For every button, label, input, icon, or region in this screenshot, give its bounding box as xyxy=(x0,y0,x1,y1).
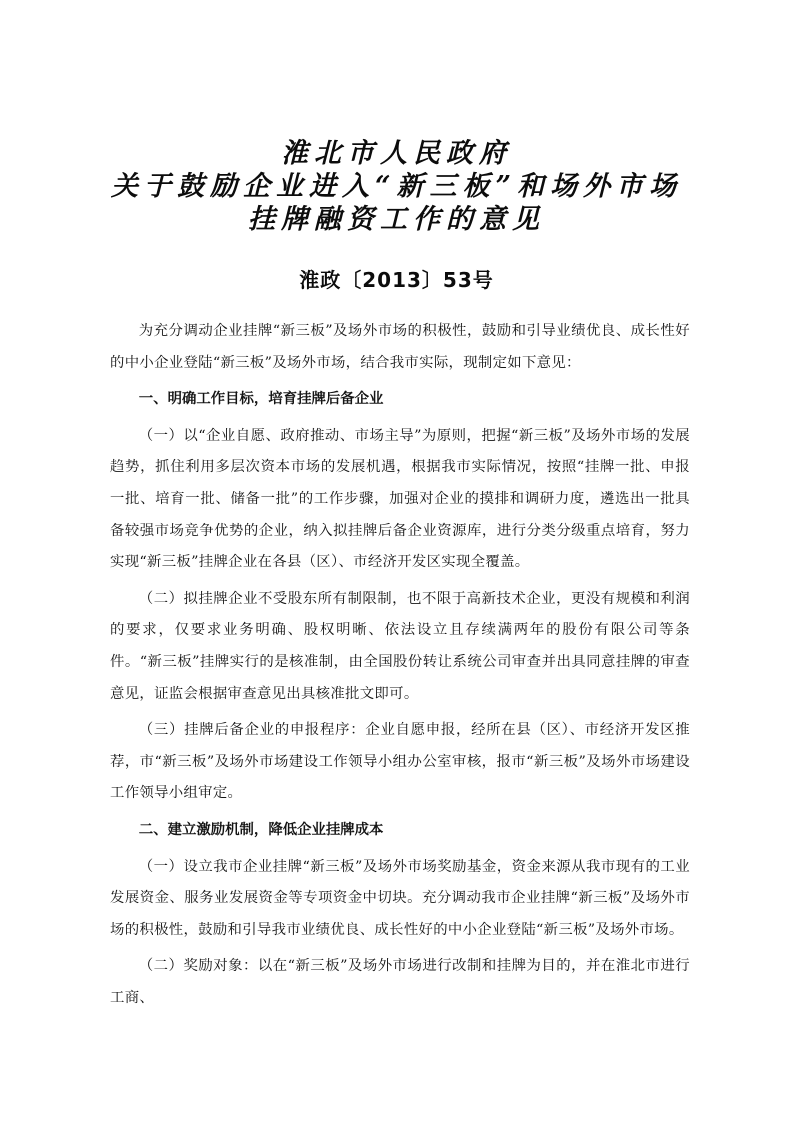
document-title xyxy=(0,137,793,236)
section1-paragraph-1: （一）以“企业自愿、政府推动、市场主导”为原则，把握“新三板”及场外市场的发展趋势，抓住利用多层次资本市场的发展机遇，根据我市实际情况，按照“挂牌一批、申报一批、培育一批、储备一批”的工作步骤，加强对企业的摸排和调研力度，遴选出一批具备较强市场竞争优势的企业，纳入拟挂牌后备企业资源库，进行分类分级重点培育，努力实现“新三板”挂牌企业在各县（区）、市经济开发区实现全覆盖。 xyxy=(110,427,690,571)
section1-paragraph-2: （二）拟挂牌企业不受股东所有制限制，也不限于高新技术企业，更没有规模和利润的要求，仅要求业务明确、股权明晰、依法设立且存续满两年的股份有限公司等条件。“新三板”挂牌实行的是核准制，由全国股份转让系统公司审查并出具同意挂牌的审查意见，证监会根据审查意见出具核准批文即可。 xyxy=(110,590,690,702)
title-line-issuer: 淮北市人民政府 xyxy=(281,138,512,169)
intro-paragraph: 为充分调动企业挂牌“新三板”及场外市场的积极性，鼓励和引导业绩优良、成长性好的中小企业登陆“新三板”及场外市场，结合我市实际，现制定如下意见： xyxy=(110,323,690,371)
document-body xyxy=(110,316,690,1019)
title-line-subject: 关于鼓励企业进入“新三板”和场外市场 xyxy=(110,171,683,202)
section1-paragraph-3: （三）挂牌后备企业的申报程序：企业自愿申报，经所在县（区）、市经济开发区推荐，市“新三板”及场外市场建设工作领导小组办公室审核，报市“新三板”及场外市场建设工作领导小组审定。 xyxy=(110,722,690,802)
section2-paragraph-1: （一）设立我市企业挂牌“新三板”及场外市场奖励基金，资金来源从我市现有的工业发展资金、服务业发展资金等专项资金中切块。充分调动我市企业挂牌“新三板”及场外市场的积极性，鼓励和引导我市业绩优良、成长性好的中小企业登陆“新三板”及场外市场。 xyxy=(110,858,690,938)
document-number: 淮政〔2013〕53号 xyxy=(299,268,494,292)
section2-paragraph-2: （二）奖励对象：以在“新三板”及场外市场进行改制和挂牌为目的，并在淮北市进行工商、 xyxy=(110,958,690,1006)
section-heading-1: 一、明确工作目标，培育挂牌后备企业 xyxy=(138,391,384,408)
title-line-subject-cont: 挂牌融资工作的意见 xyxy=(248,204,545,235)
section-heading-2: 二、建立激励机制，降低企业挂牌成本 xyxy=(138,821,384,838)
